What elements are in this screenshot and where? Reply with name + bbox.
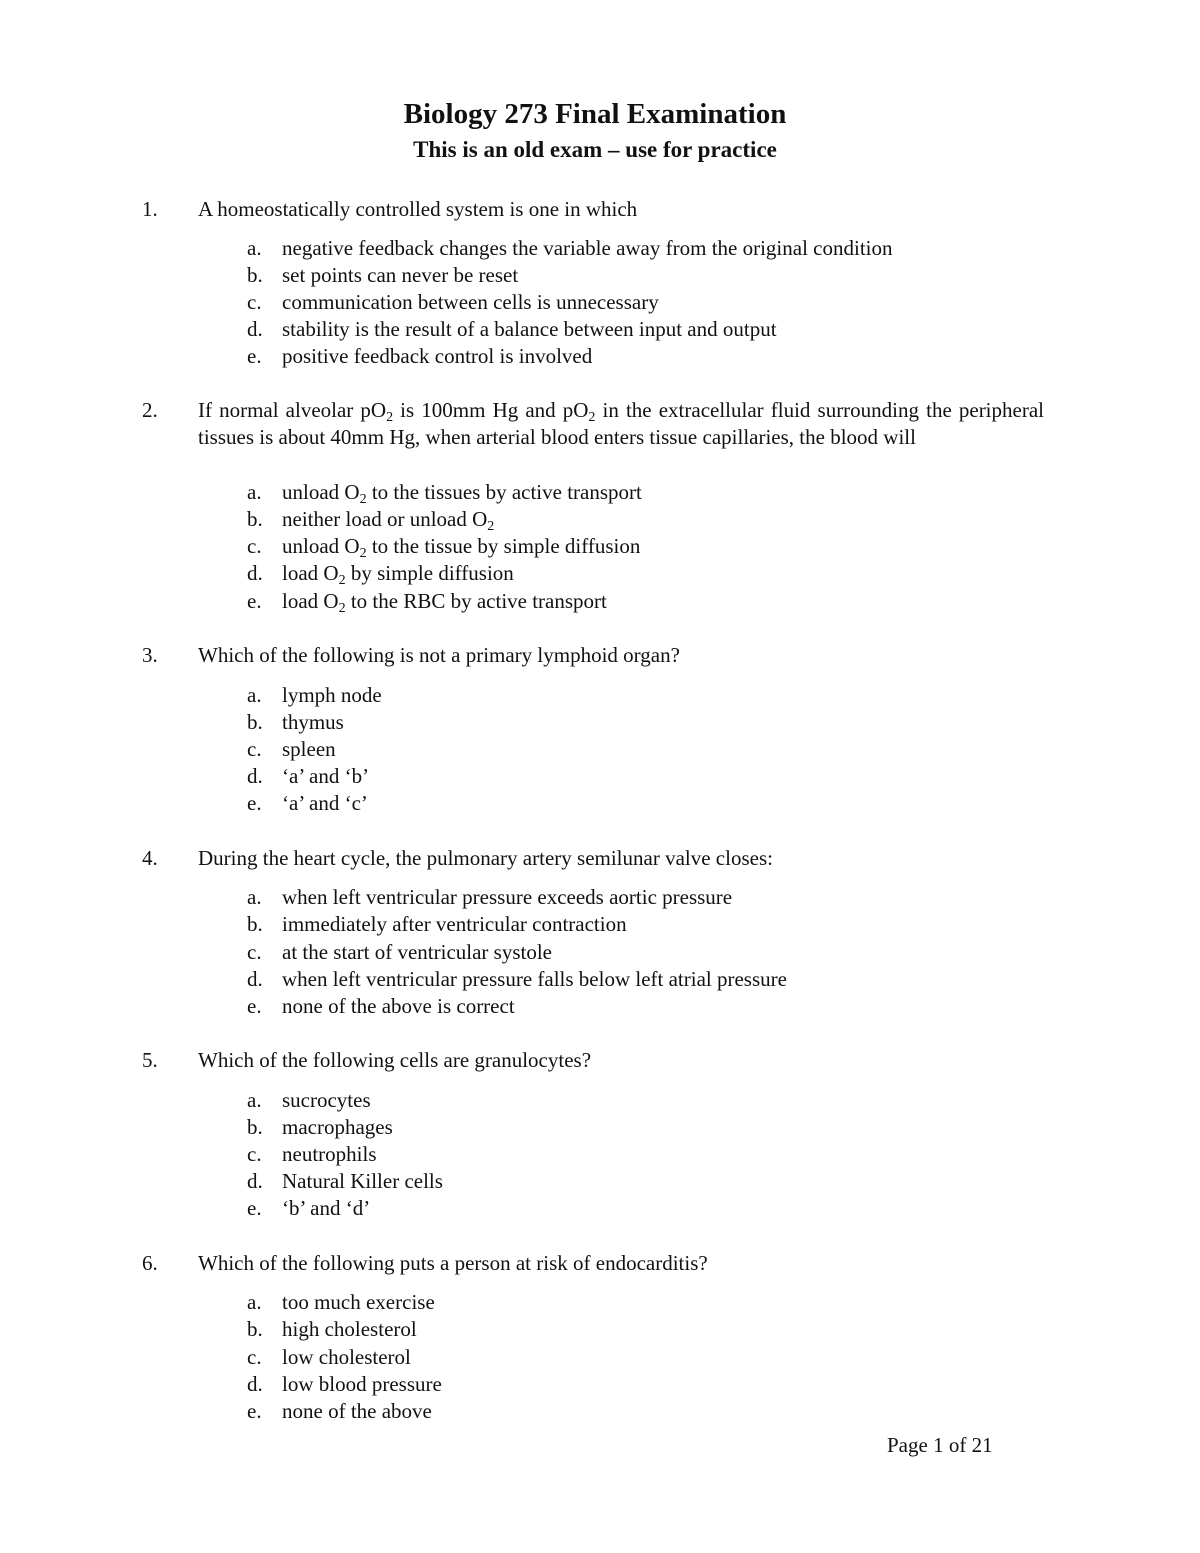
option-letter: d. [247,967,263,991]
option-letter: e. [247,344,262,368]
text-run: load O [282,561,339,585]
option-letter: c. [247,534,262,558]
option-text: at the start of ventricular systole [282,940,552,964]
option-text: spleen [282,737,336,761]
option-text: low blood pressure [282,1372,442,1396]
exam-subtitle: This is an old exam – use for practice [413,137,777,162]
option-text: set points can never be reset [282,263,519,287]
option-text: ‘b’ and ‘d’ [282,1196,371,1220]
text-run: in the extracellular fluid surrounding the peripheral tissues is about 40mm Hg, when arterial blood enters tissue capillaries, the blood will [198,398,1044,449]
option-text [282,533,640,560]
option-letter: b. [247,1317,263,1341]
option-text [282,588,607,615]
text-run: If normal alveolar pO [198,398,387,422]
text-run: unload O [282,534,360,558]
option-letter: d. [247,764,263,788]
option-text: too much exercise [282,1290,435,1314]
option-text: immediately after ventricular contraction [282,912,627,936]
option-letter: c. [247,1345,262,1369]
option-letter: e. [247,1399,262,1423]
option-letter: a. [247,683,262,707]
question-number: 5. [142,1048,158,1072]
text-run: unload O [282,480,360,504]
question-text [198,397,1044,451]
option-letter: a. [247,885,262,909]
question-text: Which of the following puts a person at risk of endocarditis? [198,1251,708,1275]
question-number: 3. [142,643,158,667]
option-text: ‘a’ and ‘b’ [282,764,370,788]
question-text: During the heart cycle, the pulmonary artery semilunar valve closes: [198,846,773,870]
option-text: stability is the result of a balance between input and output [282,317,777,341]
option-text: negative feedback changes the variable away from the original condition [282,236,893,260]
option-text: none of the above [282,1399,432,1423]
option-letter: c. [247,737,262,761]
option-text [282,479,642,506]
question-text: Which of the following cells are granulocytes? [198,1048,592,1072]
option-text: none of the above is correct [282,994,515,1018]
option-letter: b. [247,507,263,531]
text-run: by simple diffusion [345,561,514,585]
option-letter: b. [247,263,263,287]
text-run: to the tissue by simple diffusion [366,534,641,558]
option-letter: e. [247,589,262,613]
option-text: sucrocytes [282,1088,371,1112]
exam-title: Biology 273 Final Examination [403,98,787,130]
text-run: neither load or unload O [282,507,488,531]
text-run: to the tissues by active transport [366,480,642,504]
text-run: load O [282,589,339,613]
option-text: macrophages [282,1115,393,1139]
option-letter: a. [247,1290,262,1314]
option-letter: a. [247,236,262,260]
option-letter: d. [247,1372,263,1396]
option-text [282,560,514,587]
option-letter: c. [247,290,262,314]
option-letter: a. [247,1088,262,1112]
option-letter: d. [247,561,263,585]
option-letter: e. [247,791,262,815]
option-letter: b. [247,710,263,734]
option-letter: b. [247,1115,263,1139]
option-text: positive feedback control is involved [282,344,593,368]
option-text [282,506,494,533]
option-letter: d. [247,317,263,341]
subscript: 2 [359,492,367,507]
page-number: Page 1 of 21 [887,1433,993,1457]
subscript: 2 [338,601,346,616]
subscript: 2 [386,410,394,425]
question-number: 4. [142,846,158,870]
option-text: thymus [282,710,344,734]
question-number: 1. [142,197,158,221]
option-letter: c. [247,1142,262,1166]
subscript: 2 [588,410,596,425]
option-letter: a. [247,480,262,504]
subscript: 2 [359,546,367,561]
option-text: neutrophils [282,1142,377,1166]
text-run: to the RBC by active transport [345,589,607,613]
question-text: A homeostatically controlled system is one in which [198,197,638,221]
question-number: 6. [142,1251,158,1275]
option-text: lymph node [282,683,382,707]
option-text: communication between cells is unnecessary [282,290,659,314]
question-number: 2. [142,398,158,422]
option-text: ‘a’ and ‘c’ [282,791,368,815]
option-text: when left ventricular pressure exceeds aortic pressure [282,885,733,909]
option-text: low cholesterol [282,1345,411,1369]
subscript: 2 [487,519,495,534]
question-text: Which of the following is not a primary lymphoid organ? [198,643,680,667]
option-text: Natural Killer cells [282,1169,443,1193]
option-letter: c. [247,940,262,964]
option-letter: d. [247,1169,263,1193]
subscript: 2 [338,573,346,588]
text-run: is 100mm Hg and pO [393,398,589,422]
option-letter: b. [247,912,263,936]
option-letter: e. [247,1196,262,1220]
option-letter: e. [247,994,262,1018]
option-text: when left ventricular pressure falls below left atrial pressure [282,967,787,991]
option-text: high cholesterol [282,1317,417,1341]
